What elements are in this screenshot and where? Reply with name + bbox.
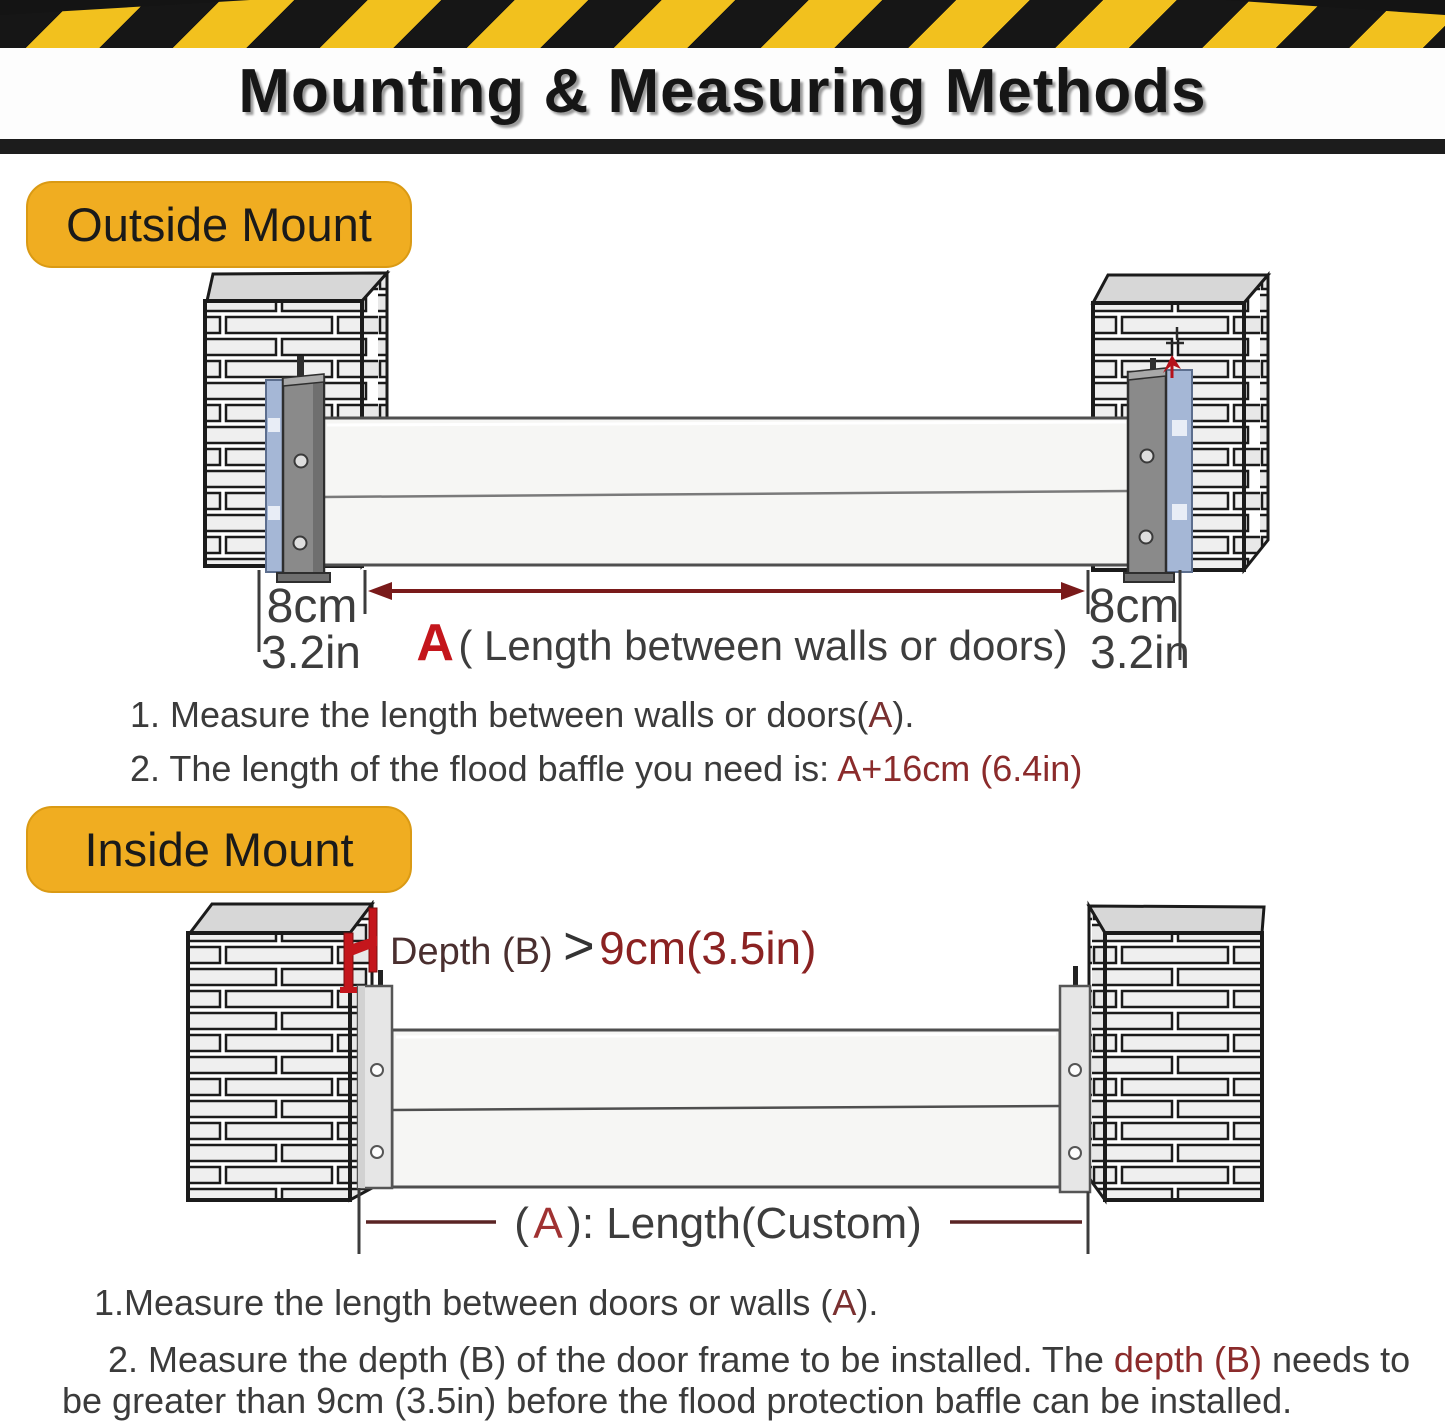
- span-label: [416, 614, 1067, 672]
- left-mounting-channel: [358, 970, 392, 1188]
- bracket-foot: [340, 987, 357, 993]
- banner: [0, 0, 1445, 160]
- outside-step-1: [130, 694, 1380, 735]
- screw-hole: [1140, 531, 1153, 544]
- page-title: Mounting & Measuring Methods: [238, 57, 1207, 126]
- inside-mount-diagram: [0, 900, 1445, 1270]
- bracket-front-bar: [344, 933, 353, 990]
- step-accent-depth: depth (B): [1113, 1339, 1262, 1380]
- channel-shade: [313, 380, 323, 574]
- pillar-top-face: [190, 904, 372, 933]
- length-open-paren: (: [514, 1199, 529, 1248]
- left-offset-in: 3.2in: [261, 626, 361, 678]
- caution-stripe: [0, 0, 1445, 48]
- pillar-front-face: [188, 933, 350, 1200]
- right-offset-cm: 8cm: [1088, 580, 1180, 633]
- outside-step-2: [130, 748, 1380, 789]
- inside-mount-label: Inside Mount: [26, 806, 412, 893]
- screw-hole: [295, 455, 308, 468]
- right-mounting-channel: [1124, 355, 1192, 582]
- screw-hole: [1069, 1147, 1081, 1159]
- anchor-pin: [1073, 966, 1078, 988]
- pillar-front-face: [1105, 933, 1262, 1200]
- dimension-a: [259, 570, 1190, 678]
- wall-seal-strip: [1164, 370, 1192, 572]
- step-text: 1.Measure the length between doors or walls (: [94, 1282, 833, 1323]
- channel-body: [1128, 372, 1166, 576]
- step-accent-a: A: [868, 694, 893, 735]
- step-accent-a: A: [832, 1282, 857, 1323]
- screw-hole: [371, 1146, 383, 1158]
- outside-instructions: [130, 694, 1380, 789]
- left-offset-cm: 8cm: [266, 580, 358, 633]
- span-label-rest: ( Length between walls or doors): [458, 622, 1068, 669]
- pillar-side-face: [1244, 275, 1268, 570]
- pillar-top-face: [1093, 275, 1268, 303]
- inside-step-2: [62, 1339, 1440, 1421]
- screw-hole: [1069, 1064, 1081, 1076]
- seal-notch: [1172, 504, 1187, 520]
- depth-label: Depth (B): [390, 931, 564, 973]
- flood-barrier: [323, 418, 1130, 565]
- step-text: 2. The length of the flood baffle you need is:: [130, 748, 838, 789]
- pillar-top-face: [207, 273, 387, 301]
- right-mounting-channel: [1060, 966, 1090, 1192]
- pillar-side-face: [1089, 906, 1105, 1200]
- step-text: ).: [892, 694, 915, 735]
- right-offset-in: 3.2in: [1090, 626, 1190, 678]
- arrowhead-right: [1061, 582, 1085, 600]
- span-label-a: A: [416, 614, 454, 672]
- seal-notch: [268, 506, 280, 520]
- length-label: [514, 1199, 922, 1248]
- arrowhead-left: [368, 582, 392, 600]
- step-text: ).: [856, 1282, 879, 1323]
- channel-shade: [358, 986, 365, 1188]
- step-text: needs to be greater than 9cm (3.5in) before the flood protection baffle can be installed.: [62, 1339, 1411, 1421]
- right-brick-pillar: [1089, 906, 1264, 1200]
- depth-value: 9cm(3.5in): [599, 922, 817, 974]
- greater-than-sign: >: [563, 916, 595, 976]
- dimension-a: [359, 1188, 1088, 1254]
- screw-hole: [294, 537, 307, 550]
- channel-body: [1060, 986, 1090, 1192]
- inside-instructions: [62, 1282, 1440, 1421]
- step-text: 2. Measure the depth (B) of the door frame to be installed. The: [108, 1339, 1114, 1380]
- seal-notch: [268, 418, 280, 432]
- length-a: A: [533, 1199, 563, 1248]
- pillar-top-face: [1089, 906, 1264, 933]
- left-mounting-channel: [266, 356, 330, 582]
- length-rest: ): Length(Custom): [567, 1199, 922, 1248]
- wall-seal-strip: [266, 380, 283, 572]
- screw-hole: [1141, 450, 1154, 463]
- seal-notch: [1172, 420, 1187, 436]
- outside-mount-label: Outside Mount: [26, 181, 412, 268]
- depth-annotation: [390, 916, 816, 976]
- inside-step-1: [62, 1282, 1440, 1323]
- outside-mount-diagram: [0, 270, 1445, 700]
- step-accent-formula: A+16cm (6.4in): [837, 748, 1083, 789]
- flood-barrier: [392, 1030, 1060, 1187]
- step-text: 1. Measure the length between walls or doors(: [130, 694, 869, 735]
- banner-underline: [0, 139, 1445, 154]
- screw-hole: [371, 1064, 383, 1076]
